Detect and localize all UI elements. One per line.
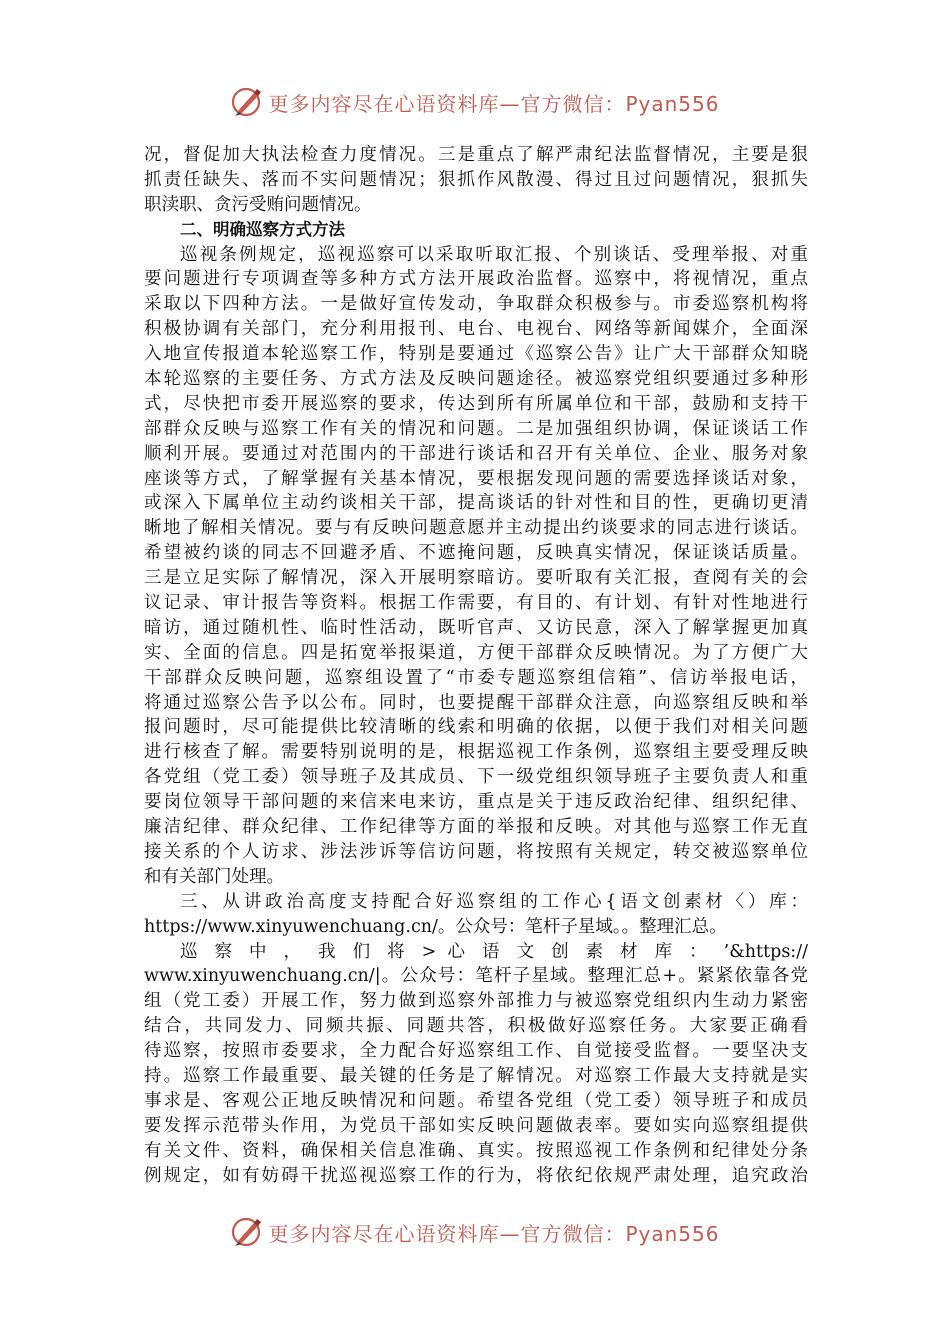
text-line: 晰地了解相关情况。要与有反映问题意愿并主动提出约谈要求的同志进行谈话。	[144, 518, 808, 539]
footer-banner	[0, 1212, 950, 1252]
footer-banner-text: 更多内容尽在心语资料库—官方微信：Pyan556	[268, 1221, 720, 1246]
text-line: 入地宣传报道本轮巡察工作，特别是要通过《巡察公告》让广大干部群众知晓	[144, 344, 808, 365]
section-heading: 二、明确巡察方式方法	[180, 219, 345, 239]
text-line: 积极协调有关部门，充分利用报刊、电台、电视台、网络等新闻媒介，全面深	[144, 319, 808, 340]
text-line: 例规定，如有妨碍干扰巡视巡察工作的行为，将依纪依规严肃处理，追究政治	[144, 1165, 808, 1186]
text-line: 结合，共同发力、同频共振、同题共答，积极做好巡察任务。大家要正确看	[144, 1016, 808, 1037]
header-banner	[0, 82, 950, 122]
text-line: 部群众反映与巡察工作有关的情况和问题。二是加强组织协调，保证谈话工作	[144, 418, 808, 439]
text-line: 希望被约谈的同志不回避矛盾、不遮掩问题，反映真实情况，保证谈话质量。	[144, 543, 808, 564]
text-line: 三是立足实际了解情况，深入开展明察暗访。要听取有关汇报，查阅有关的会	[144, 568, 808, 589]
text-line: 接关系的个人访求、涉法涉诉等信访问题，将按照有关规定，转交被巡察单位	[144, 841, 808, 862]
text-line: 式，尽快把市委开展巡察的要求，传达到所有所属单位和干部，鼓励和支持干	[144, 393, 808, 414]
text-line: 巡视条例规定，巡视巡察可以采取听取汇报、个别谈话、受理举报、对重	[180, 244, 808, 265]
text-line: 事求是、客观公正地反映情况和问题。希望各党组（党工委）领导班子和成员	[144, 1090, 808, 1111]
text-line: 要问题进行专项调查等多种方式方法开展政治监督。巡察中，将视情况，重点	[144, 269, 808, 290]
text-line: 实、全面的信息。四是拓宽举报渠道，方便干部群众反映情况。为了方便广大	[144, 642, 808, 663]
text-line: 议记录、审计报告等资料。根据工作需要，有目的、有计划、有针对性地进行	[144, 593, 808, 614]
text-line: 廉洁纪律、群众纪律、工作纪律等方面的举报和反映。对其他与巡察工作无直	[144, 817, 808, 838]
text-line: 巡 察 中 ， 我 们 将 > 心 语 文 创 素 材 库 ： ’&https://	[180, 941, 808, 962]
text-line: 和有关部门处理。	[144, 866, 284, 887]
header-banner-text: 更多内容尽在心语资料库—官方微信：Pyan556	[268, 91, 720, 116]
text-line: www.xinyuwenchuang.cn/|。公众号：笔杆子星域。整理汇总+。紧紧依靠各党	[144, 966, 808, 987]
document-body	[144, 143, 808, 1188]
text-line: 三、从讲政治高度支持配合好巡察组的工作心{语文创素材〈）库：	[180, 891, 808, 912]
text-line: 将通过巡察公告予以公布。同时，也要提醒干部群众注意，向巡察组反映和举	[144, 692, 808, 713]
text-line: 组（党工委）开展工作，努力做到巡察外部推力与被巡察党组织内生动力紧密	[144, 991, 808, 1012]
text-line: 座谈等方式，了解掌握有关基本情况，要根据发现问题的需要选择谈话对象，	[144, 468, 808, 489]
text-line: https://www.xinyuwenchuang.cn/。公众号：笔杆子星域。。整理汇总。	[144, 916, 727, 937]
text-line: 或深入下属单位主动约谈相关干部，提高谈话的针对性和目的性，更确切更清	[144, 493, 808, 514]
text-line: 各党组（党工委）领导班子及其成员、下一级党组织领导班子主要负责人和重	[144, 767, 808, 788]
text-line: 顺利开展。要通过对范围内的干部进行谈话和召开有关单位、企业、服务对象	[144, 443, 808, 464]
text-line: 持。巡察工作最重要、最关键的任务是了解情况。对巡察工作最大支持就是实	[144, 1065, 808, 1086]
text-line: 待巡察，按照市委要求，全力配合好巡察组工作、自觉接受监督。一要坚决支	[144, 1041, 808, 1062]
pen-logo-icon	[230, 85, 264, 119]
text-line: 职渎职、贪污受贿问题情况。	[144, 194, 372, 215]
text-line: 采取以下四种方法。一是做好宣传发动，争取群众积极参与。市委巡察机构将	[144, 294, 808, 315]
text-line: 要发挥示范带头作用，为党员干部如实反映问题做表率。要如实向巡察组提供	[144, 1115, 808, 1136]
text-line: 报问题时，尽可能提供比较清晰的线索和明确的依据，以便于我们对相关问题	[144, 717, 808, 738]
text-line: 要岗位领导干部问题的来信来电来访，重点是关于违反政治纪律、组织纪律、	[144, 792, 808, 813]
text-line: 况，督促加大执法检查力度情况。三是重点了解严肃纪法监督情况，主要是狠	[144, 145, 808, 165]
text-line: 有关文件、资料，确保相关信息准确、真实。按照巡视工作条例和纪律处分条	[144, 1140, 808, 1161]
text-line: 干部群众反映问题，巡察组设置了“市委专题巡察组信箱”、信访举报电话，	[144, 667, 808, 688]
pen-logo-icon	[230, 1215, 264, 1249]
text-line: 进行核查了解。需要特别说明的是，根据巡视工作条例，巡察组主要受理反映	[144, 742, 808, 763]
text-line: 抓责任缺失、落而不实问题情况；狠抓作风散漫、得过且过问题情况，狠抓失	[144, 169, 808, 190]
text-line: 本轮巡察的主要任务、方式方法及反映问题途径。被巡察党组织要通过多种形	[144, 369, 808, 390]
text-line: 暗访，通过随机性、临时性活动，既听官声、又访民意，深入了解掌握更加真	[144, 617, 808, 638]
